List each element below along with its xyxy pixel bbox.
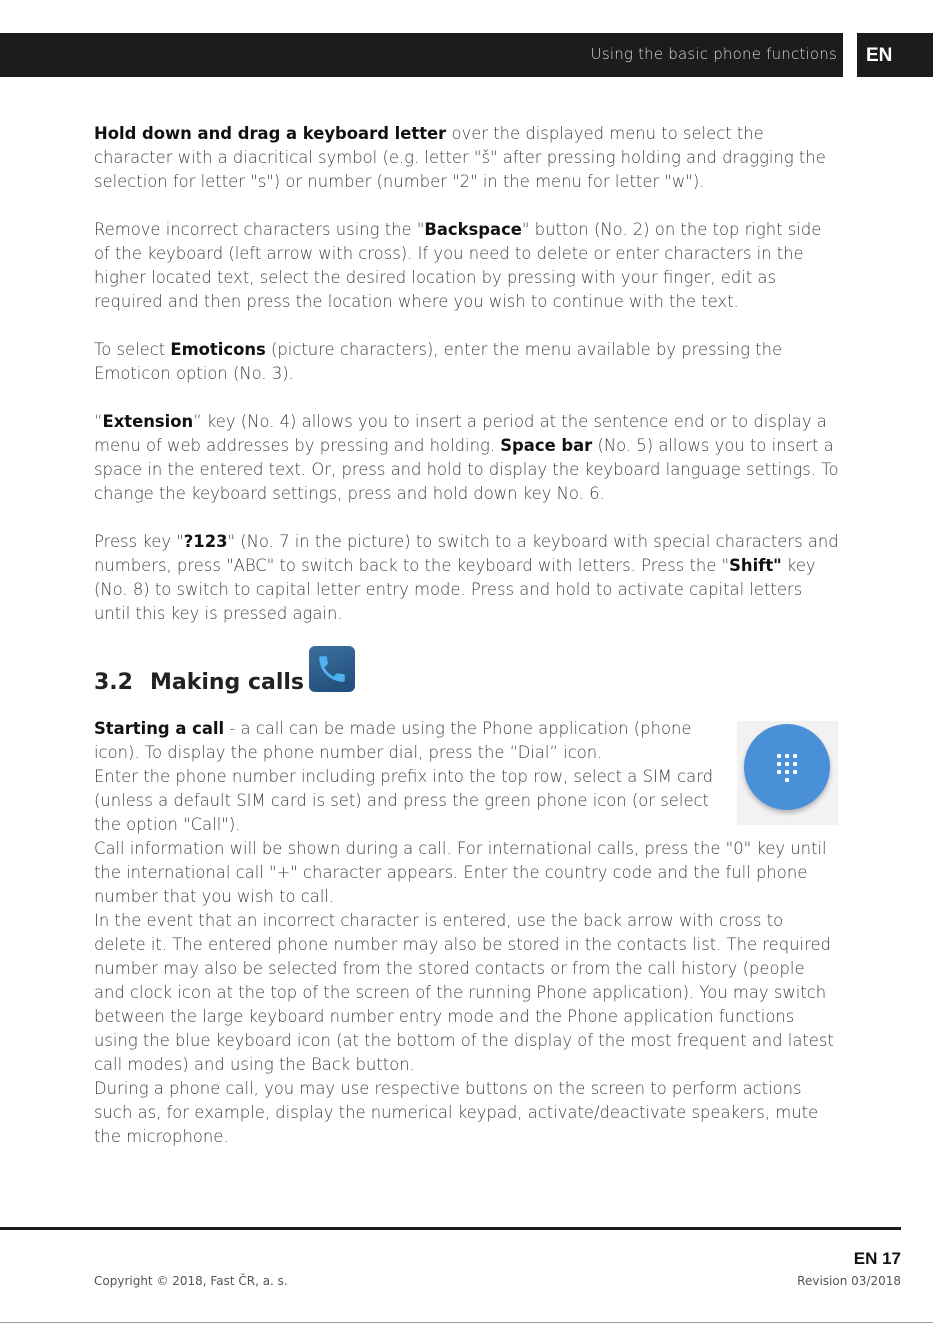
paragraph-text: (No. 5) allows you to insert a space in the entered text. Or, press and hold to display the keyboard language settings. To change the keyboard settings, press and hold down key No. 6.: [94, 436, 839, 503]
footer-divider: [0, 1227, 901, 1230]
paragraph-text: - a call can be made using the Phone application (phone icon). To display the phone number dial, press the “Dial” icon.: [94, 719, 692, 762]
paragraph-enter-number: Enter the phone number including prefix into the top row, select a SIM card (unless a default SIM card is set) and press the green phone icon (or select the option "Call").: [94, 767, 714, 834]
copyright: Copyright © 2018, Fast ČR, a. s.: [94, 1274, 288, 1288]
keyboard-instructions: [94, 122, 839, 650]
paragraph-text: over the displayed menu to select the character with a diacritical symbol (e.g. letter "š" after pressing holding and dragging the selection for letter "s") or number (number "2" in the menu for letter "w").: [94, 124, 826, 191]
language-badge: [857, 33, 933, 77]
revision: Revision 03/2018: [797, 1274, 901, 1288]
making-calls-body: [94, 717, 839, 1149]
section-number: 3.2: [94, 670, 133, 695]
paragraph-backspace: [94, 218, 839, 314]
paragraph-text: “: [94, 412, 103, 431]
paragraph-during-call: During a phone call, you may use respective buttons on the screen to perform actions such as, for example, display the numerical keypad, activate/deactivate speakers, mute the microphone.: [94, 1079, 819, 1146]
paragraph-starting-call: [94, 717, 724, 765]
paragraph-text: To select: [94, 340, 171, 359]
paragraph-extension: [94, 410, 839, 506]
header-bar: [0, 33, 843, 77]
bold-term: Shift": [729, 556, 782, 575]
header-title: Using the basic phone functions: [590, 45, 837, 63]
bold-term: Backspace: [424, 220, 522, 239]
bold-term: Extension: [102, 412, 194, 431]
paragraph-drag-letter: [94, 122, 839, 194]
paragraph-call-info: Call information will be shown during a call. For international calls, press the "0" key until the international call "+" character appears. Enter the country code and the full phone number that you wish to call.: [94, 839, 827, 906]
bold-term: Starting a call: [94, 719, 225, 738]
paragraph-text: Remove incorrect characters using the ": [94, 220, 425, 239]
section-title: Making calls: [149, 670, 305, 695]
paragraph-text: (picture characters), enter the menu available by pressing the Emoticon option (No. 3).: [94, 340, 783, 383]
paragraph-emoticons: [94, 338, 839, 386]
paragraph-text: " (No. 7 in the picture) to switch to a keyboard with special characters and numbers, press "ABC" to switch back to the keyboard with letters. Press the ": [94, 532, 839, 575]
phone-icon: [309, 646, 355, 692]
page-edge: [0, 1322, 933, 1323]
bold-term: Emoticons: [170, 340, 266, 359]
bold-term: Space bar: [500, 436, 593, 455]
language-label: EN: [866, 45, 893, 66]
page-number: EN 17: [853, 1249, 901, 1268]
section-heading: [94, 648, 355, 696]
paragraph-text: " button (No. 2) on the top right side of the keyboard (left arrow with cross). If you need to delete or enter characters in the higher located text, select the desired location by pressing with your finger, edit as required and then press the location where you wish to continue with the text.: [94, 220, 822, 311]
paragraph-text: key (No. 8) to switch to capital letter entry mode. Press and hold to activate capital letters until this key is pressed again.: [94, 556, 816, 623]
paragraph-special-keys: [94, 530, 839, 626]
bold-term: Hold down and drag a keyboard letter: [94, 124, 447, 143]
bold-term: ?123: [183, 532, 228, 551]
paragraph-text: ” key (No. 4) allows you to insert a period at the sentence end or to display a menu of web addresses by pressing and holding.: [94, 412, 827, 455]
paragraph-incorrect-char: In the event that an incorrect character is entered, use the back arrow with cross to delete it. The entered phone number may also be stored in the contacts list. The required number may also be selected from the stored contacts or from the call history (people and clock icon at the top of the screen of the running Phone application). You may switch between the large keyboard number entry mode and the Phone application functions using the blue keyboard icon (at the bottom of the display of the most frequent and latest call modes) and using the Back button.: [94, 911, 834, 1074]
paragraph-text: Press key ": [94, 532, 184, 551]
